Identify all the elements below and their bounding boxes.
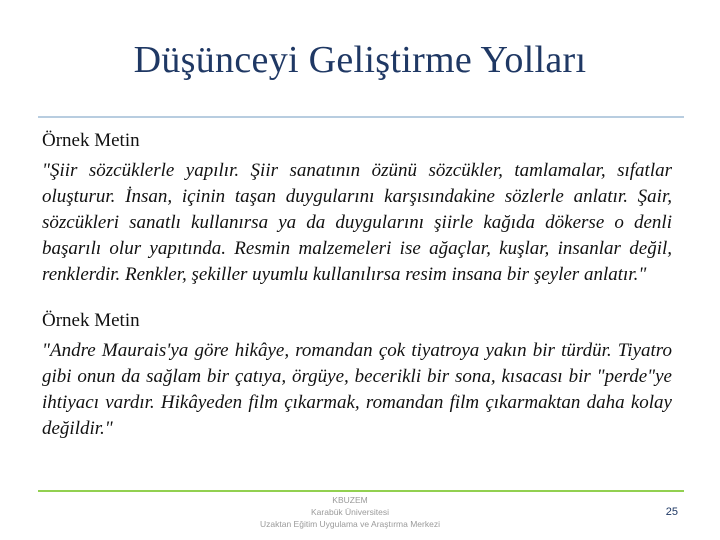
- footer-divider: [38, 490, 684, 492]
- example-section-1: [42, 128, 672, 288]
- page-number: 25: [665, 506, 678, 518]
- footer-institution: [250, 494, 450, 530]
- example-section-2: [42, 308, 672, 442]
- section-heading: Örnek Metin: [42, 310, 140, 331]
- footer-line: KBUZEM: [332, 495, 368, 505]
- footer-line: Karabük Üniversitesi: [311, 507, 389, 517]
- slide-title: Düşünceyi Geliştirme Yolları: [133, 39, 587, 81]
- example-text: "Şiir sözcüklerle yapılır. Şiir sanatının özünü sözcükler, tamlamalar, sıfatlar oluşturur. İnsan, içinin taşan duygularını karşısındakine sözlerle anlatır. Şair, sözcükleri sanatlı kullanırsa ya da duygularını şiirle kağıda dökerse o denli başarılı olur yapıtında. Resmin malzemeleri ise ağaçlar, kuşlar, insanlar değil, renklerdir. Renkler, şekiller uyumlu kullanılırsa resim insana bir şeyler anlatır.": [42, 160, 672, 285]
- section-heading: Örnek Metin: [42, 130, 140, 151]
- title-divider: [38, 116, 684, 118]
- footer-line: Uzaktan Eğitim Uygulama ve Araştırma Merkezi: [260, 519, 440, 529]
- slide-content: [42, 128, 672, 442]
- example-text: "Andre Maurais'ya göre hikâye, romandan çok tiyatroya yakın bir türdür. Tiyatro gibi onun da sağlam bir çatıya, örgüye, becerikli bir sona, kısacası bir "perde"ye ihtiyacı vardır. Hikâyeden film çıkarmak, romandan film çıkarmaktan daha kolay değildir.": [42, 340, 672, 439]
